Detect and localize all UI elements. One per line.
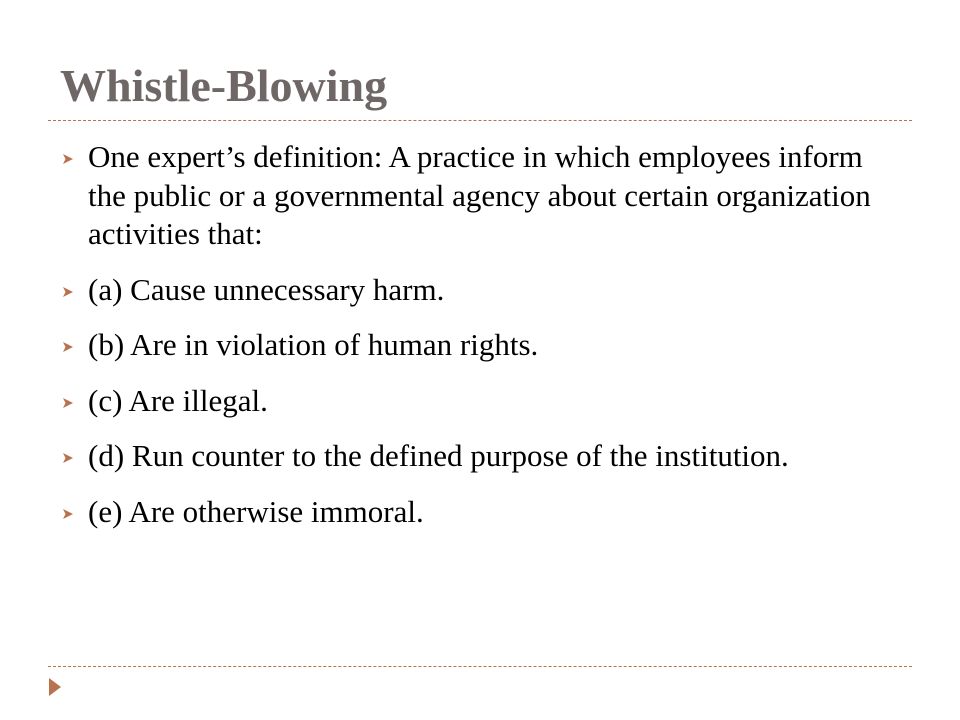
- bullet-item: [62, 326, 882, 365]
- bullet-text: One expert’s definition: A practice in which employees inform the public or a governmental agency about certain organization activities that:: [88, 139, 871, 251]
- bullet-text: (c) Are illegal.: [88, 382, 268, 418]
- bullet-item: [62, 382, 882, 421]
- arrowhead-bullet-icon: [62, 326, 75, 364]
- footer-divider: [48, 666, 912, 667]
- slide-title: Whistle-Blowing: [60, 60, 388, 111]
- arrowhead-bullet-icon: [62, 493, 75, 531]
- arrowhead-bullet-icon: [62, 271, 75, 309]
- bullet-text: (e) Are otherwise immoral.: [88, 493, 424, 529]
- bullet-item: [62, 271, 882, 310]
- arrowhead-bullet-icon: [62, 138, 75, 176]
- bullet-item: [62, 493, 882, 532]
- title-divider: [48, 120, 912, 121]
- bullet-text: (a) Cause unnecessary harm.: [88, 271, 445, 307]
- bullet-item: [62, 437, 882, 476]
- triangle-right-icon[interactable]: [47, 676, 63, 698]
- arrowhead-bullet-icon: [62, 437, 75, 475]
- bullet-list: [62, 138, 882, 548]
- arrowhead-bullet-icon: [62, 382, 75, 420]
- bullet-item: [62, 138, 882, 254]
- bullet-text: (b) Are in violation of human rights.: [88, 327, 539, 362]
- bullet-text: (d) Run counter to the defined purpose of the institution.: [88, 438, 789, 473]
